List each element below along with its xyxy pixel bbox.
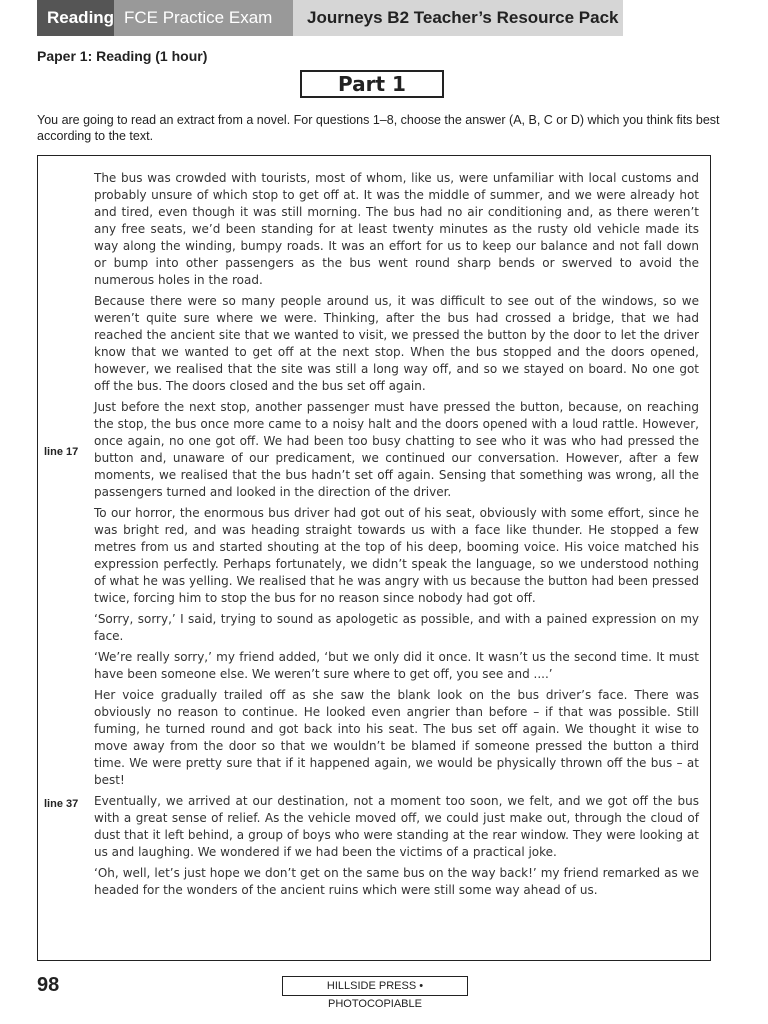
tab-fce-practice-exam: FCE Practice Exam <box>114 0 293 36</box>
paragraph: Just before the next stop, another passenger must have pressed the button, because, on reaching the stop, the bus once more came to a noisy halt and the doors opened with a loud rattle. However, once again, no one got off. We had been too busy chatting to see who it was who had pressed the button and, unaware of our predicament, we continued our conversation. However, after a few moments, we realised that the bus hadn’t set off again. Sensing that something was wrong, all the passengers turned and looked in the direction of the driver. <box>94 400 699 499</box>
tab-resource-pack: Journeys B2 Teacher’s Resource Pack <box>293 0 623 36</box>
paragraph: Because there were so many people around us, it was difficult to see out of the windows, so we weren’t quite sure where we were. Thinking, after the bus had crossed a bridge, that we had reached the ancient site that we wanted to visit, we pressed the button by the door to let the driver know that we wanted to get off at the next stop. When the bus stopped and the doors opened, however, we realised that the site was still a long way off, and so we stayed on board. No one got off the bus. The doors closed and the bus set off again. <box>94 294 699 393</box>
paragraph: To our horror, the enormous bus driver had got out of his seat, obviously with some effort, since he was bright red, and was heading straight towards us with a face like thunder. He stopped a few metres from us and started shouting at the top of his deep, booming voice. His voice matched his expression perfectly. Perhaps fortunately, we didn’t speak the language, so we understood nothing of what he was yelling. We realised that he was angry with us because the button had been pressed twice, forcing him to stop the bus for no reason since nobody had got off. <box>94 506 699 605</box>
line-marker-37: line 37 <box>44 798 79 810</box>
instructions: You are going to read an extract from a novel. For questions 1–8, choose the answer (A, B, C or D) which you think fits best according to the text. <box>37 113 720 143</box>
page-number: 98 <box>37 974 60 996</box>
paragraph: Her voice gradually trailed off as she saw the blank look on the bus driver’s face. There was obviously no reason to continue. He looked even angrier than before – if that was possible. Still fuming, he turned round and got back into his seat. The bus set off again. We thought it wise to move away from the door so that we wouldn’t be blamed if someone pressed the button a third time. We were pretty sure that if it happened again, we would be physically thrown off the bus – at best! <box>94 688 699 787</box>
paragraph: Eventually, we arrived at our destination, not a moment too soon, we felt, and we got off the bus with a great sense of relief. As the vehicle moved off, we could just make out, through the cloud of dust that it left behind, a group of boys who were standing at the rear window. They were looking at us and laughing. We wondered if we had been the victims of a practical joke. <box>94 794 699 859</box>
paragraph: ‘Oh, well, let’s just hope we don’t get on the same bus on the way back!’ my friend remarked as we headed for the wonders of the ancient ruins which were still some way ahead of us. <box>94 866 699 897</box>
part-title: Part 1 <box>300 70 444 98</box>
paragraph: The bus was crowded with tourists, most of whom, like us, were unfamiliar with local customs and probably unsure of which stop to get off at. It was the middle of summer, and we were already hot and tired, even though it was still morning. The bus had no air conditioning and, as there weren’t any free seats, we’d been standing for at least twenty minutes as the rusty old vehicle made its way along the winding, bumpy roads. It was an effort for us to keep our balance and not fall down or bump into other passengers as the bus went round sharp bends or swerved to avoid the numerous holes in the road. <box>94 171 699 287</box>
tab-reading: Reading <box>37 0 114 36</box>
reading-text-box <box>37 155 711 961</box>
passage <box>94 170 699 903</box>
paragraph: ‘We’re really sorry,’ my friend added, ‘but we only did it once. It wasn’t us the second time. It must have been someone else. We weren’t sure where to get off, you see and ....’ <box>94 650 699 681</box>
line-marker-17: line 17 <box>44 446 79 458</box>
publisher-footer: HILLSIDE PRESS • PHOTOCOPIABLE <box>282 976 468 996</box>
header-bar <box>37 0 623 36</box>
paragraph: ‘Sorry, sorry,’ I said, trying to sound as apologetic as possible, and with a pained expression on my face. <box>94 612 699 643</box>
paper-title: Paper 1: Reading (1 hour) <box>37 48 208 64</box>
